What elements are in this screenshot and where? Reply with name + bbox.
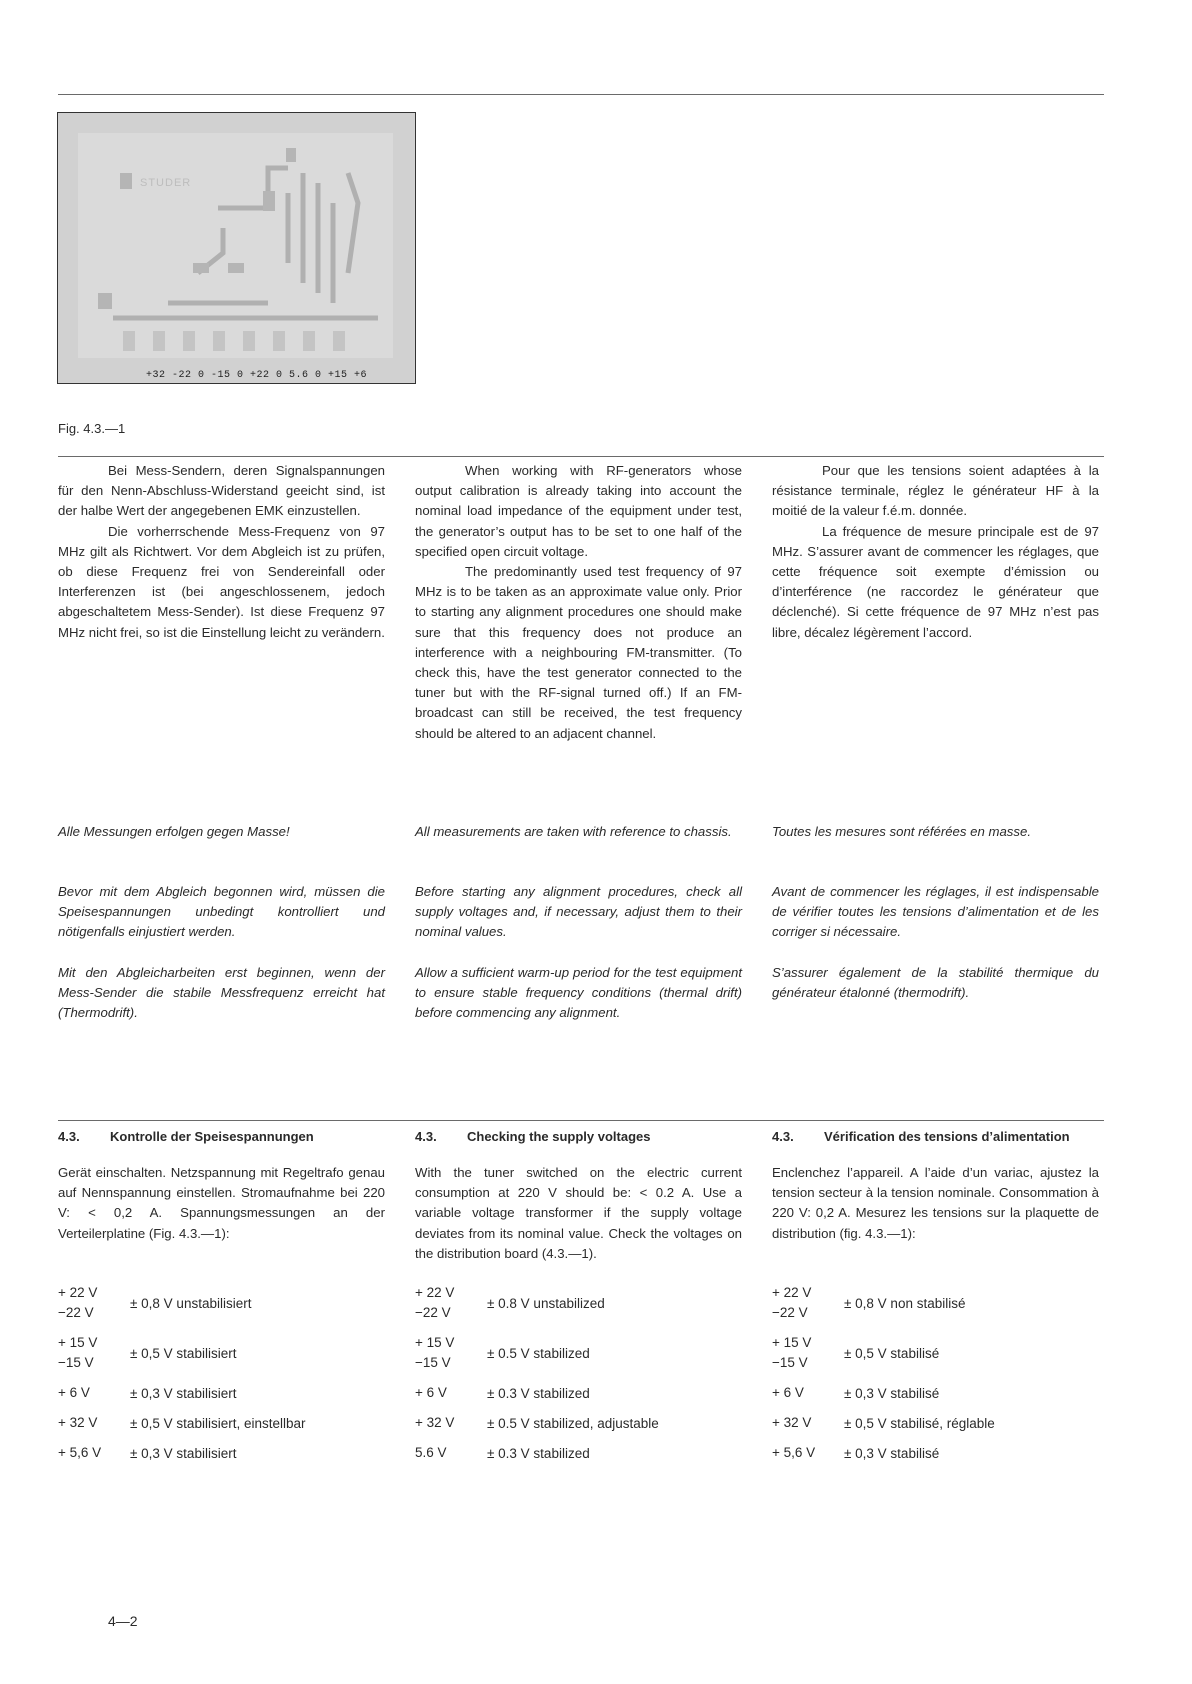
german-note-3-wrap	[58, 963, 385, 1024]
french-section-intro: Enclenchez l’appareil. A l’aide d’un variac, ajustez la tension secteur à la tension nominale. Consommation à 220 V: 0,2 A. Mesurez les tensions sur la plaquette de distribution (fig. 4.3.—1):	[772, 1165, 1099, 1241]
voltage-value: 5.6 V	[415, 1445, 447, 1460]
french-section-title: Vérification des tensions d’alimentation	[824, 1129, 1070, 1144]
voltage-row	[58, 1378, 306, 1408]
voltage-value: −22 V	[415, 1305, 451, 1320]
german-voltage-table	[58, 1278, 306, 1468]
voltage-tolerance: ± 0,3 V stabilisiert	[130, 1385, 237, 1401]
voltage-value: + 22 V	[58, 1285, 98, 1300]
english-note-2-wrap	[415, 882, 742, 943]
voltage-value: + 5,6 V	[772, 1445, 816, 1460]
voltage-value: + 32 V	[58, 1415, 98, 1430]
german-section-header	[58, 1129, 314, 1144]
distribution-board-photo	[57, 112, 416, 384]
voltage-value: + 22 V	[415, 1285, 455, 1300]
english-paragraph-2: The predominantly used test frequency of 97 MHz is to be taken as an approximate value only. Prior to starting any alignment procedures one should make sure that this frequency does not produce an interference with a neighbouring FM-transmitter. (To check this, have the test generator connected to the tuner but with the RF-signal turned off.) If an FM-broadcast can still be received, the test frequency should be altered to an adjacent channel.	[415, 564, 742, 741]
voltage-row	[772, 1328, 995, 1378]
french-paragraph-1: Pour que les tensions soient adaptées à la résistance terminale, réglez le générateur HF à la moitié de la valeur f.é.m. donnée.	[772, 463, 1099, 519]
voltage-row	[772, 1278, 995, 1328]
voltage-tolerance: ± 0,3 V stabilisiert	[130, 1445, 237, 1461]
german-section-title: Kontrolle der Speisespannungen	[110, 1129, 314, 1144]
voltage-value: + 6 V	[415, 1385, 447, 1400]
caption-rule	[58, 456, 1104, 457]
french-paragraph-2: La fréquence de mesure principale est de 97 MHz. S’assurer avant de commencer les réglages, que cette fréquence soit exempte d’émission ou d’interférence (ne raccordez le générateur que déclenché). Si cette fréquence de 97 MHz n’est pas libre, décalez légèrement l’accord.	[772, 523, 1099, 640]
english-note-2: Before starting any alignment procedures, check all supply voltages and, if necessary, adjust them to their nominal values.	[415, 884, 742, 940]
voltage-value: −22 V	[772, 1305, 808, 1320]
pin-labels: +32 -22 0 -15 0 +22 0 5.6 0 +15 +6	[145, 370, 368, 381]
voltage-row	[415, 1378, 659, 1408]
voltage-value: + 15 V	[58, 1335, 98, 1350]
voltage-tolerance: ± 0.8 V unstabilized	[487, 1295, 605, 1311]
french-column	[772, 461, 1099, 643]
voltage-row	[772, 1408, 995, 1438]
french-note-2-wrap	[772, 882, 1099, 943]
voltage-value: + 15 V	[415, 1335, 455, 1350]
voltage-row	[58, 1408, 306, 1438]
voltage-tolerance: ± 0,5 V stabilisiert, einstellbar	[130, 1415, 306, 1431]
voltage-tolerance: ± 0,5 V stabilisiert	[130, 1345, 237, 1361]
english-section-header	[415, 1129, 651, 1144]
voltage-row	[58, 1278, 306, 1328]
photo-brand-label: STUDER	[140, 177, 192, 189]
french-note-3-wrap	[772, 963, 1099, 1003]
german-column	[58, 461, 385, 643]
voltage-tolerance: ± 0.3 V stabilized	[487, 1385, 590, 1401]
voltage-tolerance: ± 0.3 V stabilized	[487, 1445, 590, 1461]
english-note-1-wrap	[415, 822, 742, 842]
voltage-value: + 6 V	[772, 1385, 804, 1400]
english-note-3: Allow a sufficient warm-up period for the test equipment to ensure stable frequency conditions (thermal drift) before commencing any alignment.	[415, 965, 742, 1021]
page-number: 4—2	[108, 1613, 138, 1629]
voltage-tolerance: ± 0,5 V stabilisé, réglable	[844, 1415, 995, 1431]
voltage-tolerance: ± 0,3 V stabilisé	[844, 1445, 940, 1461]
english-intro-wrap	[415, 1163, 742, 1264]
voltage-value: + 15 V	[772, 1335, 812, 1350]
board-illustration	[58, 113, 414, 382]
voltage-row	[772, 1438, 995, 1468]
english-section-title: Checking the supply voltages	[467, 1129, 651, 1144]
german-note-1-wrap	[58, 822, 385, 842]
french-section-number: 4.3.	[772, 1129, 794, 1144]
voltage-row	[415, 1408, 659, 1438]
german-note-2-wrap	[58, 882, 385, 943]
voltage-value: −22 V	[58, 1305, 94, 1320]
voltage-value: + 32 V	[415, 1415, 455, 1430]
voltage-row	[772, 1378, 995, 1408]
voltage-tolerance: ± 0,8 V non stabilisé	[844, 1295, 966, 1311]
voltage-value: + 32 V	[772, 1415, 812, 1430]
german-paragraph-1: Bei Mess-Sendern, deren Signalspannungen für den Nenn-Abschluss-Widerstand geeicht sind, ist der halbe Wert der angegebenen EMK einzustellen.	[58, 463, 385, 519]
french-intro-wrap	[772, 1163, 1099, 1244]
english-column	[415, 461, 742, 744]
english-note-1: All measurements are taken with reference to chassis.	[415, 824, 732, 839]
voltage-tolerance: ± 0,8 V unstabilisiert	[130, 1295, 252, 1311]
german-note-3: Mit den Abgleicharbeiten erst beginnen, wenn der Mess-Sender die stabile Messfrequenz erreicht hat (Thermodrift).	[58, 965, 385, 1021]
english-voltage-table	[415, 1278, 659, 1468]
section-rule	[58, 1120, 1104, 1121]
french-note-1: Toutes les mesures sont référées en masse.	[772, 824, 1031, 839]
voltage-tolerance: ± 0.5 V stabilized, adjustable	[487, 1415, 659, 1431]
french-voltage-table	[772, 1278, 995, 1468]
voltage-row	[58, 1328, 306, 1378]
german-intro-wrap	[58, 1163, 385, 1244]
voltage-tolerance: ± 0,5 V stabilisé	[844, 1345, 940, 1361]
french-note-2: Avant de commencer les réglages, il est indispensable de vérifier toutes les tensions d’alimentation et de les corriger si nécessaire.	[772, 884, 1099, 940]
english-paragraph-1: When working with RF-generators whose output calibration is already taking into account the nominal load impedance of the equipment under test, the generator’s output has to be set to one half of the specified open circuit voltage.	[415, 463, 742, 559]
voltage-value: −15 V	[415, 1355, 451, 1370]
english-section-number: 4.3.	[415, 1129, 437, 1144]
voltage-tolerance: ± 0,3 V stabilisé	[844, 1385, 940, 1401]
english-note-3-wrap	[415, 963, 742, 1024]
voltage-row	[58, 1438, 306, 1468]
voltage-row	[415, 1328, 659, 1378]
voltage-row	[415, 1438, 659, 1468]
voltage-value: + 6 V	[58, 1385, 90, 1400]
voltage-value: + 5,6 V	[58, 1445, 102, 1460]
german-paragraph-2: Die vorherrschende Mess-Frequenz von 97 MHz gilt als Richtwert. Vor dem Abgleich ist zu prüfen, ob diese Frequenz frei von Sendereinfall oder Interferenzen ist (bei angeschlossenem, jedoch abgeschaltetem Mess-Sender). Ist diese Frequenz 97 MHz nicht frei, so ist die Einstellung leicht zu verändern.	[58, 523, 385, 640]
figure-caption: Fig. 4.3.—1	[58, 421, 126, 436]
german-section-number: 4.3.	[58, 1129, 80, 1144]
voltage-value: + 22 V	[772, 1285, 812, 1300]
french-section-header	[772, 1129, 1070, 1144]
voltage-row	[415, 1278, 659, 1328]
french-note-1-wrap	[772, 822, 1099, 842]
voltage-value: −15 V	[772, 1355, 808, 1370]
voltage-value: −15 V	[58, 1355, 94, 1370]
english-section-intro: With the tuner switched on the electric current consumption at 220 V should be: < 0.2 A. Use a variable voltage transformer if the supply voltage deviates from its nominal value. Check the voltages on the distribution board (4.3.—1).	[415, 1165, 742, 1261]
german-section-intro: Gerät einschalten. Netzspannung mit Regeltrafo genau auf Nennspannung einstellen. Stromaufnahme bei 220 V: < 0,2 A. Spannungsmessungen an der Verteilerplatine (Fig. 4.3.—1):	[58, 1165, 385, 1241]
top-rule	[58, 94, 1104, 95]
german-note-1: Alle Messungen erfolgen gegen Masse!	[58, 824, 290, 839]
german-note-2: Bevor mit dem Abgleich begonnen wird, müssen die Speisespannungen unbedingt kontrolliert und nötigenfalls einjustiert werden.	[58, 884, 385, 940]
voltage-tolerance: ± 0.5 V stabilized	[487, 1345, 590, 1361]
french-note-3: S’assurer également de la stabilité thermique du générateur étalonné (thermodrift).	[772, 965, 1099, 1001]
